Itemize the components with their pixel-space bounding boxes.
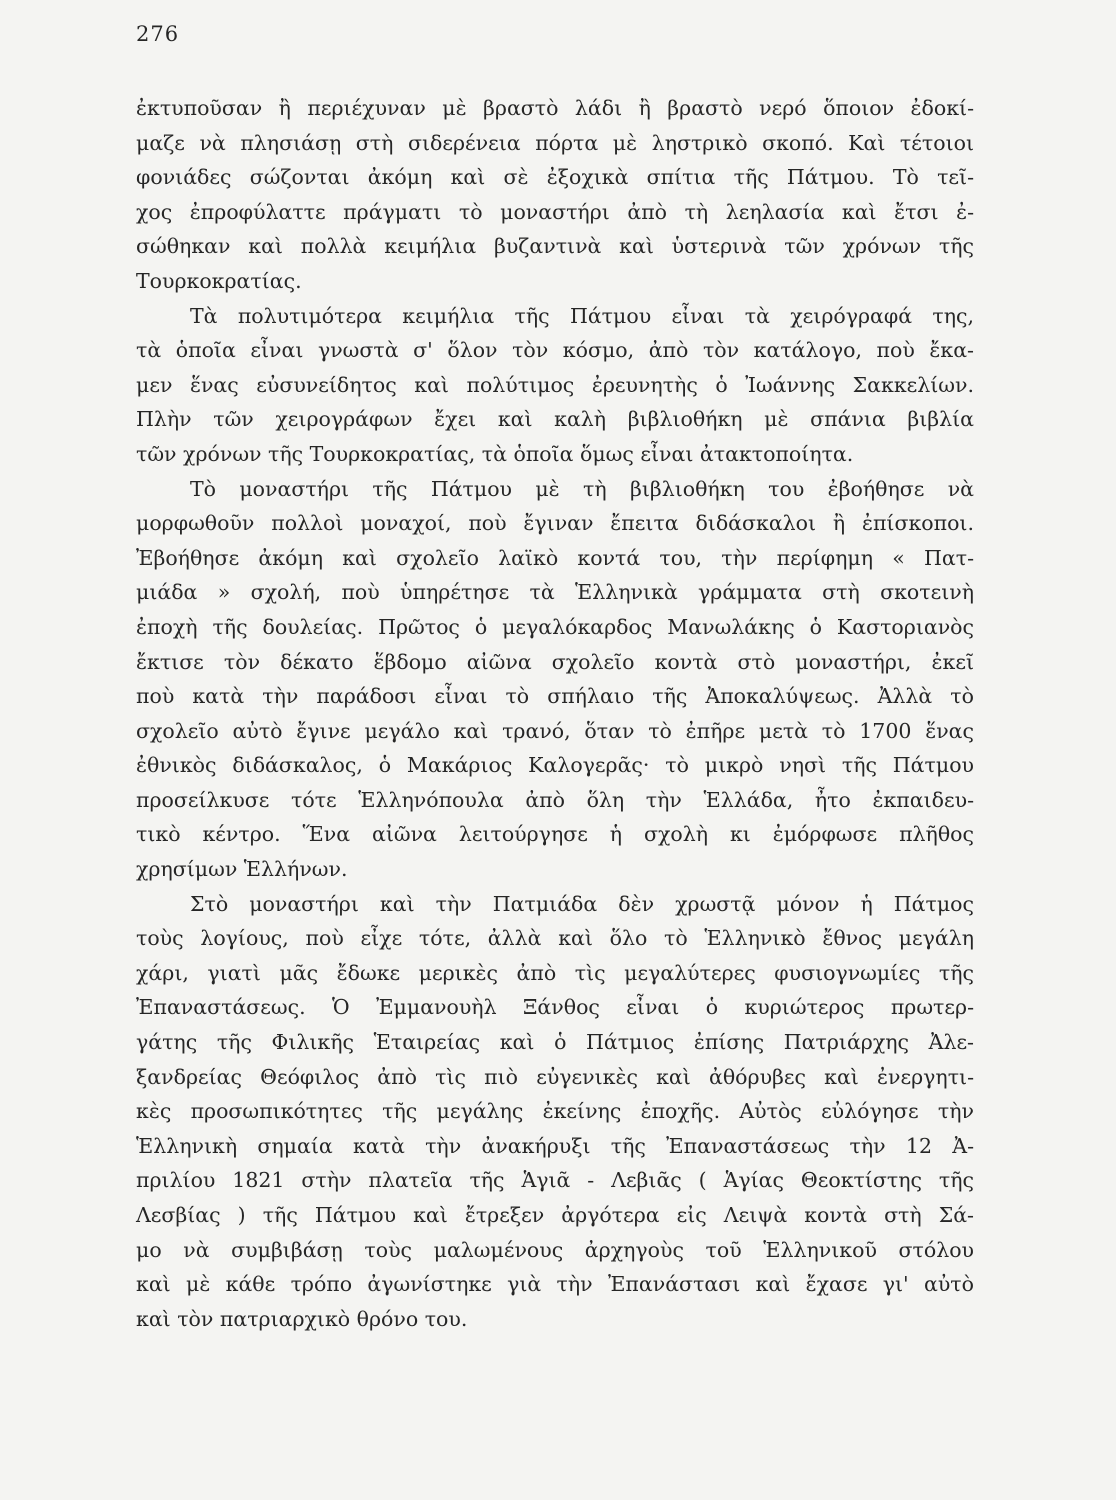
text-line-22: τικὸ κέντρο. Ἕνα αἰῶνα λειτούργησε ἡ σχολὴ κι ἐμόρφωσε πλῆθος [136, 822, 974, 847]
text-line-36: καὶ τὸν πατριαρχικὸ θρόνο του. [136, 1306, 468, 1331]
text-line-34: μο νὰ συμβιβάσῃ τοὺς μαλωμένους ἀρχηγοὺς τοῦ Ἑλληνικοῦ στόλου [136, 1237, 974, 1262]
text-line-19: σχολεῖο αὐτὸ ἔγινε μεγάλο καὶ τρανό, ὅταν τὸ ἐπῆρε μετὰ τὸ 1700 ἕνας [136, 718, 974, 743]
page-number: 276 [136, 22, 180, 46]
text-line-33: Λεσβίας ) τῆς Πάτμου καὶ ἔτρεξεν ἀργότερα εἰς Λειψὰ κοντὰ στὴ Σά- [136, 1203, 974, 1227]
text-line-20: ἐθνικὸς διδάσκαλος, ὁ Μακάριος Καλογερᾶς· τὸ μικρὸ νησὶ τῆς Πάτμου [136, 753, 974, 778]
text-line-12: Τὸ μοναστήρι τῆς Πάτμου μὲ τὴ βιβλιοθήκη του ἐβοήθησε νὰ [190, 476, 974, 501]
text-line-26: χάρι, γιατὶ μᾶς ἔδωκε μερικὲς ἀπὸ τὶς μεγαλύτερες φυσιογνωμίες τῆς [136, 960, 974, 985]
text-line-2: μαζε νὰ πλησιάσῃ στὴ σιδερένεια πόρτα μὲ ληστρικὸ σκοπό. Καὶ τέτοιοι [136, 130, 974, 155]
text-line-5: σώθηκαν καὶ πολλὰ κειμήλια βυζαντινὰ καὶ ὑστερινὰ τῶν χρόνων τῆς [136, 234, 974, 259]
text-line-13: μορφωθοῦν πολλοὶ μοναχοί, ποὺ ἔγιναν ἔπειτα διδάσκαλοι ἢ ἐπίσκοποι. [136, 511, 974, 536]
text-line-27: Ἐπαναστάσεως. Ὁ Ἐμμανουὴλ Ξάνθος εἶναι ὁ κυριώτερος πρωτερ- [136, 995, 974, 1020]
text-line-14: Ἐβοήθησε ἀκόμη καὶ σχολεῖο λαϊκὸ κοντά του, τὴν περίφημη « Πατ- [136, 545, 974, 570]
text-line-21: προσείλκυσε τότε Ἑλληνόπουλα ἀπὸ ὅλη τὴν Ἑλλάδα, ἦτο ἐκπαιδευ- [136, 787, 974, 812]
text-line-31: Ἑλληνικὴ σημαία κατὰ τὴν ἀνακήρυξι τῆς Ἐπαναστάσεως τὴν 12 Ἀ- [136, 1133, 974, 1158]
body-text [136, 91, 974, 1336]
text-line-16: ἐποχὴ τῆς δουλείας. Πρῶτος ὁ μεγαλόκαρδος Μανωλάκης ὁ Καστοριανὸς [136, 614, 974, 639]
text-line-4: χος ἐπροφύλαττε πράγματι τὸ μοναστήρι ἀπὸ τὴ λεηλασία καὶ ἔτσι ἐ- [136, 199, 974, 224]
text-line-3: φονιάδες σώζονται ἀκόμη καὶ σὲ ἐξοχικὰ σπίτια τῆς Πάτμου. Τὸ τεῖ- [136, 165, 974, 190]
text-line-8: τὰ ὁποῖα εἶναι γνωστὰ σ' ὅλον τὸν κόσμο, ἀπὸ τὸν κατάλογο, ποὺ ἔκα- [136, 338, 974, 363]
text-line-11: τῶν χρόνων τῆς Τουρκοκρατίας, τὰ ὁποῖα ὅμως εἶναι ἀτακτοποίητα. [136, 441, 854, 466]
text-line-10: Πλὴν τῶν χειρογράφων ἔχει καὶ καλὴ βιβλιοθήκη μὲ σπάνια βιβλία [136, 407, 974, 432]
text-line-18: ποὺ κατὰ τὴν παράδοσι εἶναι τὸ σπήλαιο τῆς Ἀποκαλύψεως. Ἀλλὰ τὸ [136, 684, 974, 709]
text-line-23: χρησίμων Ἑλλήνων. [136, 857, 348, 882]
text-line-6: Τουρκοκρατίας. [136, 268, 302, 293]
text-line-24: Στὸ μοναστήρι καὶ τὴν Πατμιάδα δὲν χρωστᾷ μόνον ἡ Πάτμος [190, 891, 974, 916]
text-line-28: γάτης τῆς Φιλικῆς Ἑταιρείας καὶ ὁ Πάτμιος ἐπίσης Πατριάρχης Ἀλε- [136, 1030, 974, 1055]
text-line-15: μιάδα » σχολή, ποὺ ὑπηρέτησε τὰ Ἑλληνικὰ γράμματα στὴ σκοτεινὴ [136, 580, 974, 605]
text-line-35: καὶ μὲ κάθε τρόπο ἀγωνίστηκε γιὰ τὴν Ἐπανάστασι καὶ ἔχασε γι' αὐτὸ [136, 1272, 974, 1297]
text-line-7: Τὰ πολυτιμότερα κειμήλια τῆς Πάτμου εἶναι τὰ χειρόγραφά της, [190, 303, 974, 328]
text-line-30: κὲς προσωπικότητες τῆς μεγάλης ἐκείνης ἐποχῆς. Αὐτὸς εὐλόγησε τὴν [136, 1099, 974, 1124]
text-line-17: ἔκτισε τὸν δέκατο ἕβδομο αἰῶνα σχολεῖο κοντὰ στὸ μοναστήρι, ἐκεῖ [136, 649, 974, 674]
text-line-29: ξανδρείας Θεόφιλος ἀπὸ τὶς πιὸ εὐγενικὲς καὶ ἀθόρυβες καὶ ἐνεργητι- [136, 1064, 974, 1089]
text-line-1: ἐκτυποῦσαν ἢ περιέχυναν μὲ βραστὸ λάδι ἢ βραστὸ νερό ὅποιον ἐδοκί- [136, 96, 974, 120]
text-line-32: πριλίου 1821 στὴν πλατεῖα τῆς Ἁγιᾶ - Λεβιᾶς ( Ἁγίας Θεοκτίστης τῆς [136, 1168, 974, 1193]
text-line-25: τοὺς λογίους, ποὺ εἶχε τότε, ἀλλὰ καὶ ὅλο τὸ Ἑλληνικὸ ἔθνος μεγάλη [136, 926, 974, 951]
text-line-9: μεν ἕνας εὐσυνείδητος καὶ πολύτιμος ἐρευνητὴς ὁ Ἰωάννης Σακκελίων. [136, 372, 974, 397]
